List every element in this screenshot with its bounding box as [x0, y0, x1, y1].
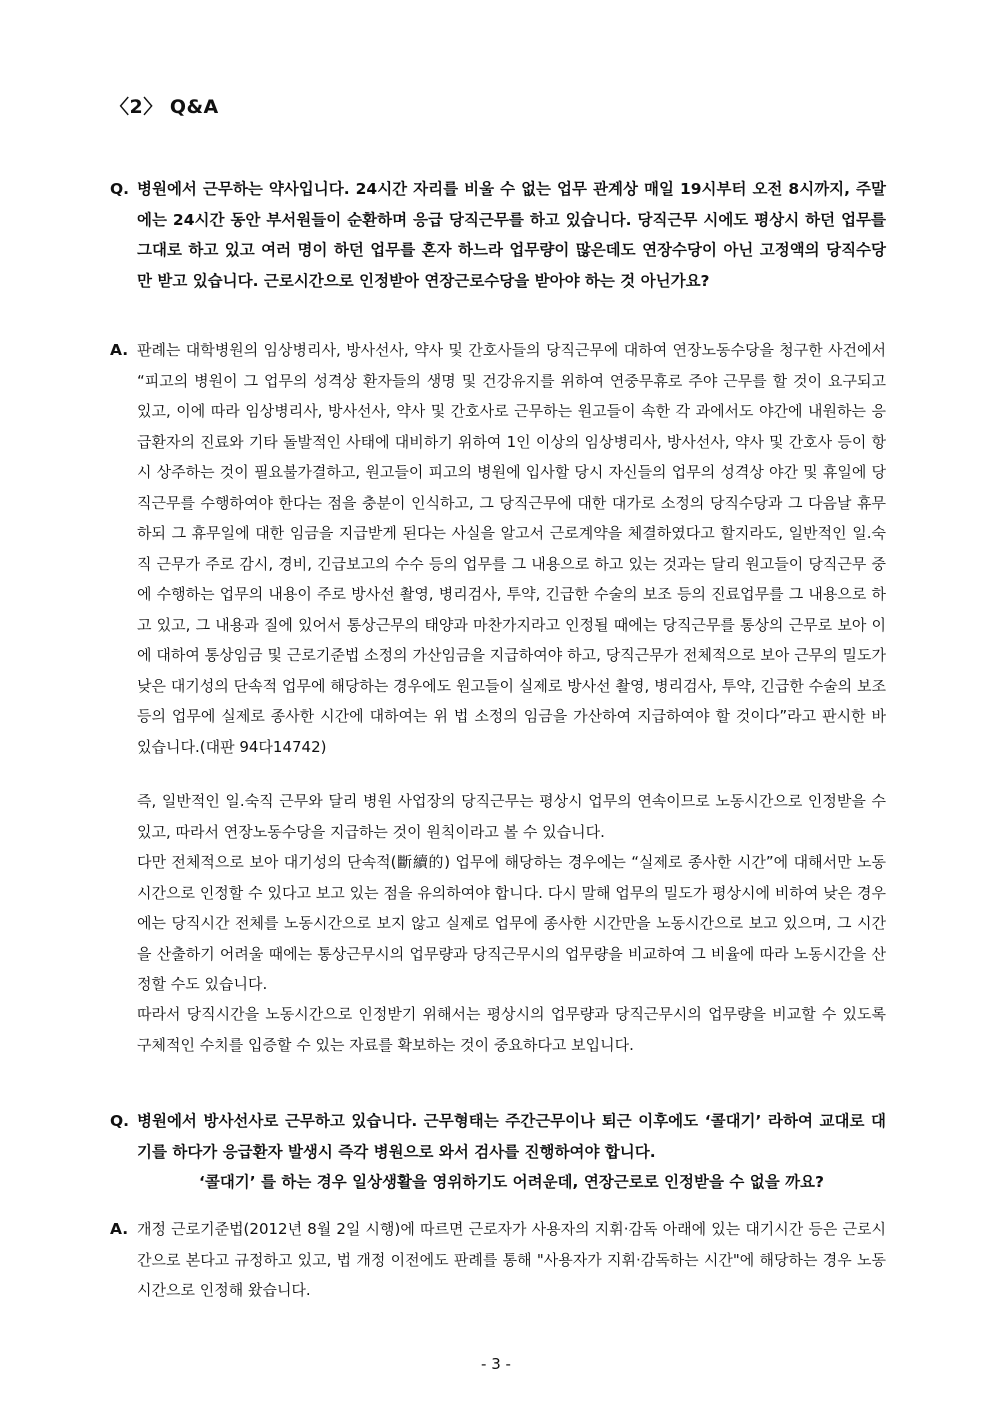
question-1-text: 병원에서 근무하는 약사입니다. 24시간 자리를 비울 수 없는 업무 관계상 매일 19시부터 오전 8시까지, 주말에는 24시간 동안 부서원들이 순환하며 응급 당직근무를 하고 있습니다. 당직근무 시에도 평상시 하던 업무를 그대로 하고 있고 여러 명이 하던 업무를 혼자 하느라 업무량이 많은데도 연장수당이 아닌 고정액의 당직수당만 받고 있습니다. 근로시간으로 인정받아 연장근로수당을 받아야 하는 것 아닌가요?: [137, 180, 886, 290]
answer-1-paragraph-2: 즉, 일반적인 일.숙직 근무와 달리 병원 사업장의 당직근무는 평상시 업무의 연속이므로 노동시간으로 인정받을 수 있고, 따라서 연장노동수당을 지급하는 것이 원칙이라고 볼 수 있습니다.: [137, 792, 886, 841]
answer-2-text: 개정 근로기준법(2012년 8월 2일 시행)에 따르면 근로자가 사용자의 지휘·감독 아래에 있는 대기시간 등은 근로시간으로 본다고 규정하고 있고, 법 개정 이전에도 판례를 통해 "사용자가 지휘·감독하는 시간"에 해당하는 경우 노동시간으로 인정해 왔습니다.: [137, 1220, 886, 1299]
section-title: 〈2〉 Q&A: [110, 96, 219, 118]
question-2-text-line-2: ‘콜대기’ 를 하는 경우 일상생활을 영위하기도 어려운데, 연장근로로 인정받을 수 없을 까요?: [198, 1173, 825, 1191]
answer-1-text: 판례는 대학병원의 임상병리사, 방사선사, 약사 및 간호사들의 당직근무에 대하여 연장노동수당을 청구한 사건에서 “피고의 병원이 그 업무의 성격상 환자들의 생명 및 건강유지를 위하여 연중무휴로 주야 근무를 할 것이 요구되고 있고, 이에 따라 임상병리사, 방사선사, 약사 및 간호사로 근무하는 원고들이 속한 각 과에서도 야간에 내원하는 응급환자의 진료와 기타 돌발적인 사태에 대비하기 위하여 1인 이상의 임상병리사, 방사선사, 약사 및 간호사 등이 항시 상주하는 것이 필요불가결하고, 원고들이 피고의 병원에 입사할 당시 자신들의 업무의 성격상 야간 및 휴일에 당직근무를 수행하여야 한다는 점을 충분이 인식하고, 그 당직근무에 대한 대가로 소정의 당직수당과 그 다음날 휴무하되 그 휴무일에 대한 임금을 지급받게 된다는 사실을 알고서 근로계약을 체결하였다고 할지라도, 일반적인 일.숙직 근무가 주로 감시, 경비, 긴급보고의 수수 등의 업무를 그 내용으로 하고 있는 것과는 달리 원고들이 당직근무 중에 수행하는 업무의 내용이 주로 방사선 촬영, 병리검사, 투약, 긴급한 수술의 보조 등의 진료업무를 그 내용으로 하고 있고, 그 내용과 질에 있어서 통상근무의 태양과 마찬가지라고 인정될 때에는 당직근무를 통상의 근무로 보아 이에 대하여 통상임금 및 근로기준법 소정의 가산임금을 지급하여야 하고, 당직근무가 전체적으로 보아 근무의 밀도가 낮은 대기성의 단속적 업무에 해당하는 경우에도 원고들이 실제로 방사선 촬영, 병리검사, 투약, 긴급한 수술의 보조 등의 업무에 실제로 종사한 시간에 대하여는 위 법 소정의 임금을 가산하여 지급하여야 할 것이다”라고 판시한 바 있습니다.(대판 94다14742): [137, 341, 886, 756]
answer-1-paragraph-3: 다만 전체적으로 보아 대기성의 단속적(斷續的) 업무에 해당하는 경우에는 “실제로 종사한 시간”에 대해서만 노동시간으로 인정할 수 있다고 보고 있는 점을 유의하여야 합니다. 다시 말해 업무의 밀도가 평상시에 비하여 낮은 경우에는 당직시간 전체를 노동시간으로 보지 않고 실제로 업무에 종사한 시간만을 노동시간으로 보고 있으며, 그 시간을 산출하기 어려울 때에는 통상근무시의 업무량과 당직근무시의 업무량을 비교하여 그 비율에 따라 노동시간을 산정할 수도 있습니다.: [137, 853, 886, 993]
question-2: [110, 1106, 886, 1198]
answer-2-mark: A.: [110, 1220, 129, 1238]
question-2-mark: Q.: [110, 1112, 130, 1130]
question-1: [110, 174, 886, 296]
answer-1-mark: A.: [110, 341, 129, 359]
question-1-mark: Q.: [110, 180, 130, 198]
answer-1: [110, 335, 886, 762]
question-2-text: 병원에서 방사선사로 근무하고 있습니다. 근무형태는 주간근무이나 퇴근 이후에도 ‘콜대기’ 라하여 교대로 대기를 하다가 응급환자 발생시 즉각 병원으로 와서 검사를 진행하여야 합니다.: [137, 1112, 886, 1161]
page-number: - 3 -: [481, 1355, 511, 1373]
answer-2: [110, 1214, 886, 1306]
answer-1-paragraph-4: 따라서 당직시간을 노동시간으로 인정받기 위해서는 평상시의 업무량과 당직근무시의 업무량을 비교할 수 있도록 구체적인 수치를 입증할 수 있는 자료를 확보하는 것이 중요하다고 보입니다.: [137, 1005, 886, 1054]
